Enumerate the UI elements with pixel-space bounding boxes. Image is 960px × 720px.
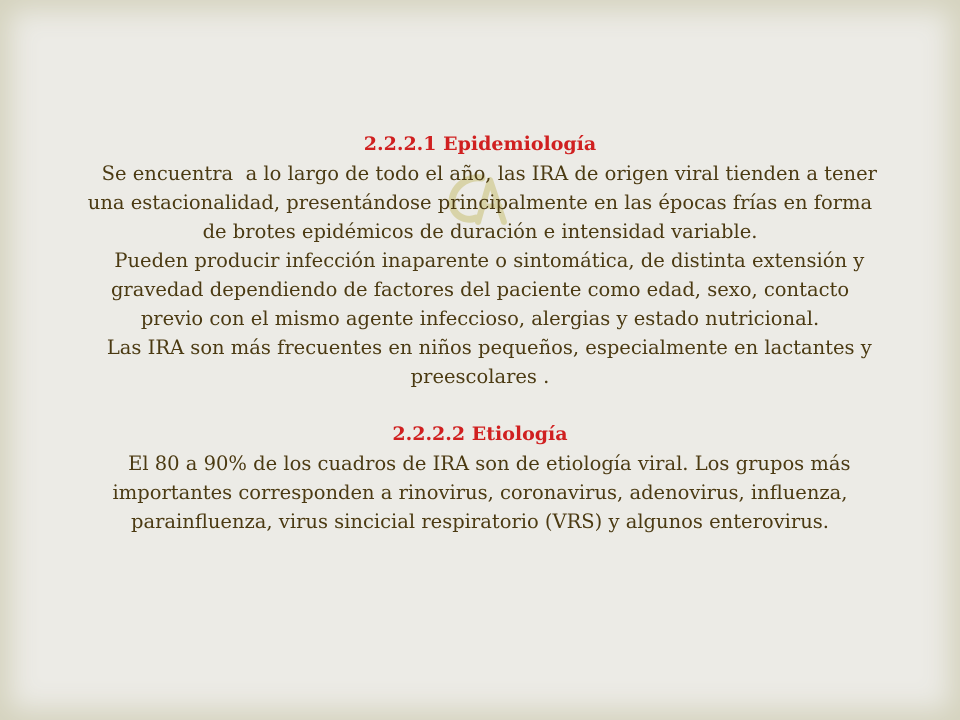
paragraph: Pueden producir infección inaparente o sintomática, de distinta extensión y gravedad dependiendo de factores del paciente como edad, sexo, contacto previo con el mismo agente infeccioso, alergias y estado nutricional. bbox=[110, 249, 865, 330]
paragraph: Las IRA son más frecuentes en niños pequeños, especialmente en lactantes y preescolares . bbox=[106, 336, 872, 388]
paragraph: Se encuentra a lo largo de todo el año, las IRA de origen viral tienden a tener una estacionalidad, presentándose principalmente en las épocas frías en forma de brotes epidémicos de duración e intensidad variable. bbox=[87, 162, 877, 243]
section-epidemiologia bbox=[0, 130, 960, 391]
section-spacer bbox=[0, 391, 960, 420]
section-heading: 2.2.2.1 Epidemiología bbox=[363, 133, 597, 155]
section-heading: 2.2.2.2 Etiología bbox=[392, 423, 568, 445]
paragraph: El 80 a 90% de los cuadros de IRA son de etiología viral. Los grupos más importantes corresponden a rinovirus, coronavirus, adenovirus, influenza, parainfluenza, virus sincicial respiratorio (VRS) y algunos enterovirus. bbox=[112, 452, 851, 533]
slide-content bbox=[0, 130, 960, 536]
section-etiologia bbox=[0, 420, 960, 536]
